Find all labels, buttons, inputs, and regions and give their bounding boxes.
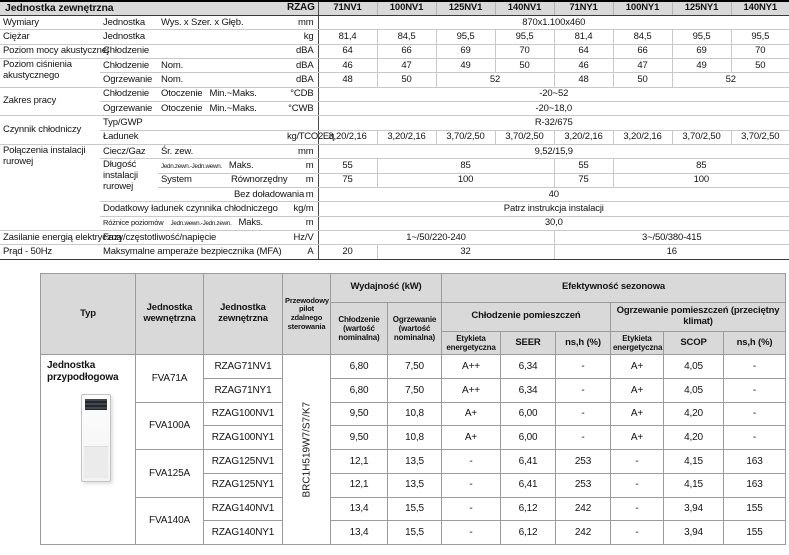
table-row — [0, 30, 789, 44]
row-label: Ogrzewanie — [100, 101, 158, 115]
value-cell: - — [611, 473, 664, 497]
value-cell: - — [611, 497, 664, 521]
value-cell: 100 — [613, 173, 789, 187]
type-label: Jednostka przypodłogowa — [47, 360, 119, 384]
value-cell: 15,5 — [388, 497, 442, 521]
table-row — [0, 159, 789, 173]
value-cell: 3,20/2,16 — [554, 130, 613, 144]
table-row — [0, 245, 789, 259]
label-part: Otoczenie — [161, 88, 203, 100]
value-cell: 12,1 — [331, 473, 388, 497]
value-cell: 3,70/2,50 — [672, 130, 731, 144]
header-cell: Wydajność (kW) — [331, 273, 442, 302]
row-label: Chłodzenie — [100, 58, 158, 72]
value-cell: 46 — [554, 58, 613, 72]
value-cell: A+ — [611, 379, 664, 403]
table-row — [0, 73, 789, 87]
value-cell: 6,80 — [331, 379, 388, 403]
value-cell: FVA100A — [136, 402, 204, 449]
value-cell: 15,5 — [388, 521, 442, 545]
value-cell: 9,52/15,9 — [318, 144, 789, 158]
row-label: Prąd - 50Hz — [0, 245, 100, 259]
value-cell: 4,15 — [664, 473, 724, 497]
value-cell: 85 — [613, 159, 789, 173]
header-cell: Etykieta energetyczna — [611, 331, 664, 355]
row-label: Ciecz/Gaz — [100, 144, 158, 158]
value-cell: 13,5 — [388, 450, 442, 474]
value-cell: -20~18,0 — [318, 101, 789, 115]
table-title: Jednostka zewnętrzna — [0, 1, 284, 15]
value-cell: 6,34 — [501, 379, 556, 403]
value-cell: A+ — [611, 355, 664, 379]
row-label: Nom. — [158, 58, 284, 72]
header-cell: 100NV1 — [377, 1, 436, 15]
value-cell: - — [442, 473, 501, 497]
value-cell: 52 — [672, 73, 789, 87]
unit-label: mm — [284, 144, 318, 158]
value-cell: 4,05 — [664, 379, 724, 403]
unit-label: m — [284, 187, 318, 201]
value-cell: FVA125A — [136, 450, 204, 497]
table-row — [41, 273, 786, 302]
header-cell: Przewodowy pilot zdalnego sterowania — [283, 273, 331, 355]
value-cell: RZAG140NY1 — [204, 521, 283, 545]
value-cell: 50 — [377, 73, 436, 87]
header-cell: Ogrzewanie pomieszczeń (przeciętny klimat) — [611, 302, 786, 331]
value-cell: 4,15 — [664, 450, 724, 474]
value-cell: 9,50 — [331, 426, 388, 450]
value-cell: FVA71A — [136, 355, 204, 402]
unit-grille-icon — [85, 399, 107, 410]
value-cell: 49 — [672, 58, 731, 72]
value-cell: RZAG125NV1 — [204, 450, 283, 474]
row-label: Czynnik chłodniczy — [0, 116, 100, 145]
unit-label: m — [284, 216, 318, 230]
value-cell: 9,50 — [331, 402, 388, 426]
value-cell: 3,94 — [664, 497, 724, 521]
model-series-code: RZAG — [284, 1, 318, 15]
label-part: Otoczenie — [161, 102, 203, 114]
value-cell: -20~52 — [318, 87, 789, 101]
header-cell: ns,h (%) — [724, 331, 786, 355]
value-cell: 6,00 — [501, 426, 556, 450]
value-cell: 870x1.100x460 — [318, 15, 789, 29]
row-label: Nom. — [158, 73, 284, 87]
value-cell: 242 — [556, 521, 611, 545]
value-cell: 3,94 — [664, 521, 724, 545]
label-part: Jedn.zewn.-Jedn.wewn. — [161, 162, 222, 170]
row-label — [158, 101, 284, 115]
header-cell: Jednostka wewnętrzna — [136, 273, 204, 355]
value-cell: RZAG125NY1 — [204, 473, 283, 497]
value-cell: - — [556, 402, 611, 426]
value-cell: 6,12 — [501, 497, 556, 521]
table-row — [0, 101, 789, 115]
row-label: Chłodzenie — [100, 44, 284, 58]
unit-label: kg — [284, 30, 318, 44]
value-cell: A++ — [442, 355, 501, 379]
row-label: Chłodzenie — [100, 87, 158, 101]
value-cell: 69 — [436, 44, 495, 58]
value-cell: 10,8 — [388, 402, 442, 426]
value-cell: 32 — [377, 245, 554, 259]
value-cell: 13,4 — [331, 521, 388, 545]
label-part: Min.~Maks. — [209, 102, 257, 114]
row-label: Zasilanie energią elektryczną — [0, 231, 100, 245]
value-cell: 47 — [377, 58, 436, 72]
remote-controller-cell: BRC1H519W7/S7/K7 — [283, 355, 331, 545]
header-cell: 140NY1 — [731, 1, 789, 15]
value-cell: 6,34 — [501, 355, 556, 379]
value-cell: 95,5 — [731, 30, 789, 44]
label-part: Równorzędny — [231, 174, 288, 186]
value-cell: 6,12 — [501, 521, 556, 545]
header-cell: 100NY1 — [613, 1, 672, 15]
value-cell: 3,70/2,50 — [436, 130, 495, 144]
value-cell: 84,5 — [613, 30, 672, 44]
header-cell: 140NV1 — [495, 1, 554, 15]
value-cell: - — [724, 355, 786, 379]
value-cell: RZAG71NV1 — [204, 355, 283, 379]
row-label: Fazy/częstotliwość/napięcie — [100, 231, 284, 245]
header-cell: Efektywność sezonowa — [442, 273, 786, 302]
header-cell: Ogrzewanie (wartość nominalna) — [388, 302, 442, 355]
header-cell: Etykieta energetyczna — [442, 331, 501, 355]
row-label: Dodatkowy ładunek czynnika chłodniczego — [100, 202, 284, 216]
value-cell: 30,0 — [318, 216, 789, 230]
row-label: Ogrzewanie — [100, 73, 158, 87]
label-part: Maks. — [238, 217, 264, 229]
row-label — [158, 173, 288, 187]
value-cell: 50 — [495, 58, 554, 72]
unit-label: kg/m — [284, 202, 318, 216]
value-cell: - — [556, 426, 611, 450]
value-cell: 46 — [318, 58, 377, 72]
value-cell: 12,1 — [331, 450, 388, 474]
row-label: Ciężar — [0, 30, 100, 44]
value-cell: 3,20/2,16 — [318, 130, 377, 144]
label-part: Jedn.wewn.-Jedn.zewn. — [170, 220, 232, 228]
unit-label: A — [284, 245, 318, 259]
value-cell: - — [724, 402, 786, 426]
row-label: Poziom mocy akustycznej — [0, 44, 100, 58]
value-cell: 69 — [672, 44, 731, 58]
row-label: Długość instalacji rurowej — [100, 159, 158, 202]
unit-label: Hz/V — [284, 231, 318, 245]
unit-label: m — [284, 159, 318, 173]
table-row — [0, 144, 789, 158]
value-cell: 4,20 — [664, 426, 724, 450]
row-label: Jednostka — [100, 30, 284, 44]
value-cell: 1~/50/220-240 — [318, 231, 554, 245]
value-cell: 163 — [724, 450, 786, 474]
value-cell: 16 — [554, 245, 789, 259]
unit-label — [284, 116, 318, 130]
table-row — [0, 231, 789, 245]
row-label: Wys. x Szer. x Głęb. — [158, 15, 284, 29]
header-cell: Chłodzenie pomieszczeń — [442, 302, 611, 331]
table-row — [41, 355, 786, 379]
value-cell: 3,70/2,50 — [731, 130, 789, 144]
value-cell: A+ — [442, 426, 501, 450]
table-row — [41, 450, 786, 474]
unit-label: dBA — [284, 44, 318, 58]
value-cell: RZAG100NV1 — [204, 402, 283, 426]
value-cell: 100 — [377, 173, 554, 187]
table-row — [0, 15, 789, 29]
value-cell: 75 — [318, 173, 377, 187]
outdoor-unit-spec-table — [0, 0, 789, 260]
row-label — [158, 87, 284, 101]
value-cell: - — [611, 521, 664, 545]
floor-standing-unit-image — [81, 394, 111, 482]
row-label: Jednostka — [100, 15, 158, 29]
indoor-unit-combination-table — [40, 273, 786, 545]
table-row — [41, 497, 786, 521]
value-cell: 20 — [318, 245, 377, 259]
value-cell: 10,8 — [388, 426, 442, 450]
header-cell: Typ — [41, 273, 136, 355]
table-row — [0, 130, 789, 144]
value-cell: 3,70/2,50 — [495, 130, 554, 144]
value-cell: 75 — [554, 173, 613, 187]
value-cell: 155 — [724, 521, 786, 545]
value-cell: 4,05 — [664, 355, 724, 379]
value-cell: 47 — [613, 58, 672, 72]
value-cell: 6,41 — [501, 450, 556, 474]
header-cell: 125NV1 — [436, 1, 495, 15]
header-cell: 125NY1 — [672, 1, 731, 15]
header-cell: Chłodzenie (wartość nominalna) — [331, 302, 388, 355]
label-part: Różnice poziomów — [103, 218, 164, 228]
value-cell: 50 — [613, 73, 672, 87]
header-cell: ns,h (%) — [556, 331, 611, 355]
value-cell: 64 — [554, 44, 613, 58]
value-cell: 95,5 — [672, 30, 731, 44]
value-cell: 163 — [724, 473, 786, 497]
value-cell: 253 — [556, 473, 611, 497]
row-label: Poziom ciśnienia akustycznego — [0, 58, 100, 87]
value-cell: - — [724, 426, 786, 450]
value-cell: 3,20/2,16 — [613, 130, 672, 144]
table-row — [41, 402, 786, 426]
label-part: Maks. — [228, 159, 254, 171]
value-cell: - — [556, 379, 611, 403]
label-part: System — [161, 174, 192, 186]
value-cell: 66 — [613, 44, 672, 58]
value-cell: 13,5 — [388, 473, 442, 497]
unit-label: m — [284, 173, 318, 187]
value-cell: Patrz instrukcja instalacji — [318, 202, 789, 216]
row-label: Połączenia instalacji rurowej — [0, 144, 100, 230]
table-row — [0, 116, 789, 130]
value-cell: 253 — [556, 450, 611, 474]
row-label: Bez doładowania — [158, 187, 284, 201]
value-cell: 50 — [731, 58, 789, 72]
value-cell: 64 — [318, 44, 377, 58]
value-cell: 49 — [436, 58, 495, 72]
value-cell: - — [556, 355, 611, 379]
value-cell: RZAG140NV1 — [204, 497, 283, 521]
unit-lower-panel — [84, 446, 108, 479]
value-cell: 13,4 — [331, 497, 388, 521]
header-cell: Jednostka zewnętrzna — [204, 273, 283, 355]
header-cell: 71NV1 — [318, 1, 377, 15]
value-cell: FVA140A — [136, 497, 204, 544]
header-cell: 71NY1 — [554, 1, 613, 15]
value-cell: 55 — [318, 159, 377, 173]
value-cell: 7,50 — [388, 355, 442, 379]
value-cell: 6,80 — [331, 355, 388, 379]
value-cell: RZAG100NY1 — [204, 426, 283, 450]
row-label: Ładunek — [100, 130, 284, 144]
value-cell: - — [442, 521, 501, 545]
value-cell: 3~/50/380-415 — [554, 231, 789, 245]
value-cell: 6,41 — [501, 473, 556, 497]
table-row — [0, 58, 789, 72]
value-cell: 48 — [554, 73, 613, 87]
unit-label: dBA — [284, 58, 318, 72]
value-cell: 95,5 — [495, 30, 554, 44]
label-part: Min.~Maks. — [209, 88, 257, 100]
value-cell: - — [442, 450, 501, 474]
row-label — [100, 216, 284, 230]
value-cell: - — [442, 497, 501, 521]
value-cell: 7,50 — [388, 379, 442, 403]
value-cell: - — [724, 379, 786, 403]
unit-label: mm — [284, 15, 318, 29]
value-cell: 70 — [731, 44, 789, 58]
unit-label: °CDB — [284, 87, 318, 101]
row-label — [158, 159, 284, 173]
value-cell: 95,5 — [436, 30, 495, 44]
table-row — [0, 87, 789, 101]
row-label: Typ/GWP — [100, 116, 284, 130]
table-row — [0, 202, 789, 216]
value-cell: 48 — [318, 73, 377, 87]
table-row — [0, 216, 789, 230]
value-cell: 6,00 — [501, 402, 556, 426]
value-cell: R-32/675 — [318, 116, 789, 130]
unit-label: dBA — [284, 73, 318, 87]
value-cell: 40 — [318, 187, 789, 201]
value-cell: 3,20/2,16 — [377, 130, 436, 144]
unit-label: kg/TCO2Eq — [284, 130, 318, 144]
value-cell: 55 — [554, 159, 613, 173]
table-row — [0, 44, 789, 58]
value-cell: A+ — [611, 426, 664, 450]
row-label: Zakres pracy — [0, 87, 100, 116]
value-cell: 84,5 — [377, 30, 436, 44]
indoor-unit-type-cell — [41, 355, 136, 545]
header-cell: SCOP — [664, 331, 724, 355]
unit-label: °CWB — [284, 101, 318, 115]
value-cell: 52 — [436, 73, 554, 87]
value-cell: A+ — [611, 402, 664, 426]
value-cell: 85 — [377, 159, 554, 173]
value-cell: 66 — [377, 44, 436, 58]
header-cell: SEER — [501, 331, 556, 355]
value-cell: 155 — [724, 497, 786, 521]
table-row — [0, 1, 789, 15]
row-label: Maksymalne amperaże bezpiecznika (MFA) — [100, 245, 284, 259]
value-cell: - — [611, 450, 664, 474]
value-cell: 242 — [556, 497, 611, 521]
row-label: Śr. zew. — [158, 144, 284, 158]
value-cell: 81,4 — [318, 30, 377, 44]
value-cell: A+ — [442, 402, 501, 426]
value-cell: 4,20 — [664, 402, 724, 426]
value-cell: 81,4 — [554, 30, 613, 44]
value-cell: 70 — [495, 44, 554, 58]
value-cell: A++ — [442, 379, 501, 403]
row-label: Wymiary — [0, 15, 100, 29]
value-cell: RZAG71NY1 — [204, 379, 283, 403]
